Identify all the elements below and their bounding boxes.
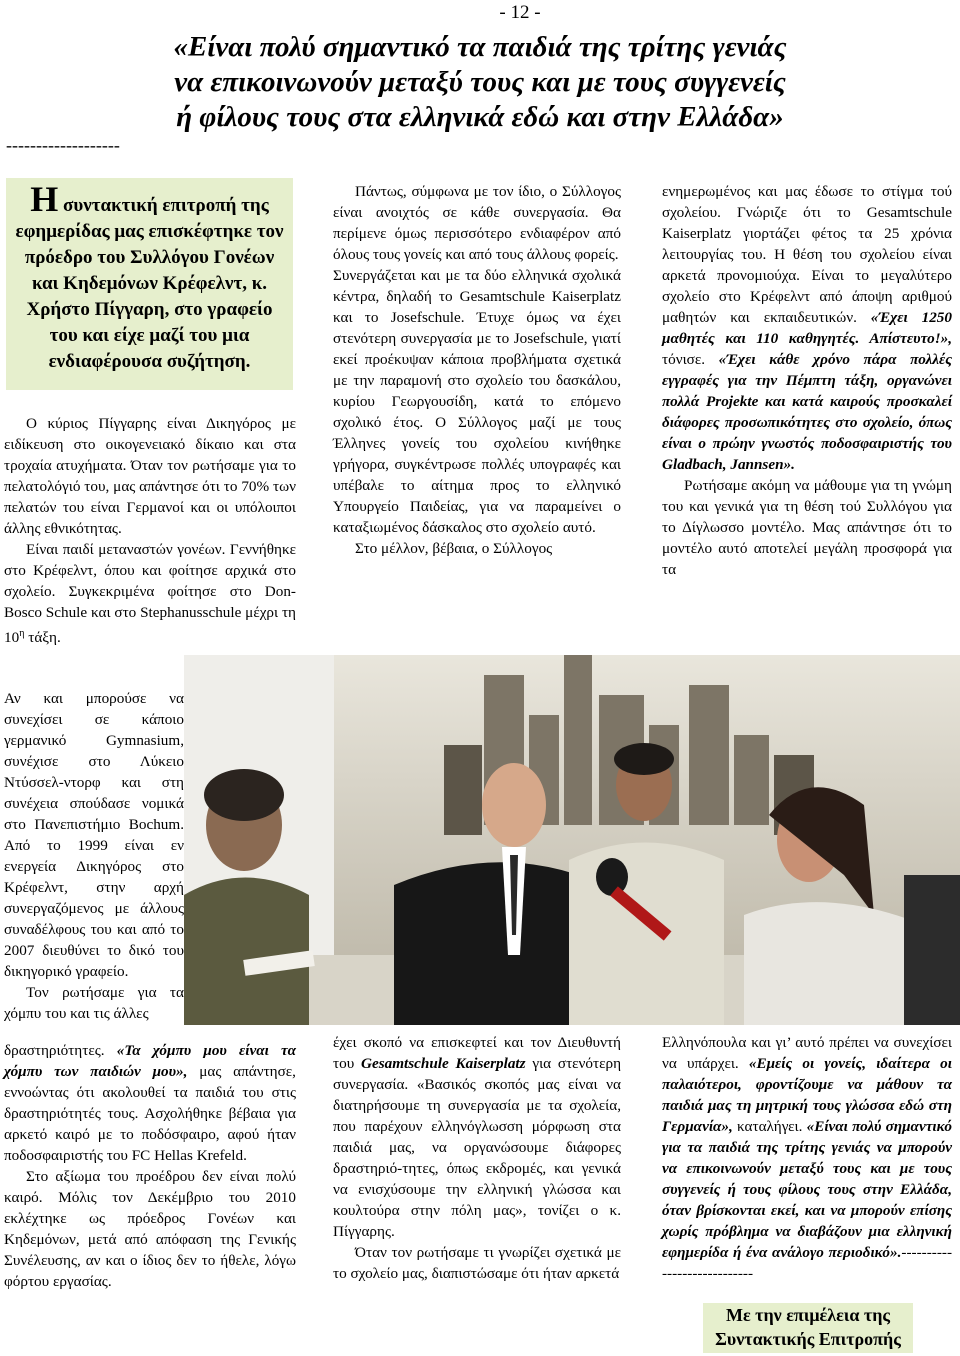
col1-paragraph-2b: Αν και μπορούσε να συνεχίσει σε κάποιο γερμανικό Gymnasium, συνέχισε στο Λύκειο Ντύσσελ-ντορφ και στη συνέχεια σπούδασε νομικά στο Πανεπιστήμιο Bochum. Από το 1999 είναι εν ενεργεία Δικηγόρος στο Κρέφελντ, στην αρχή συνεργαζόμενος με άλλους συναδέλφους του και από το 2007 διευθύνει το δικό του δικηγορικό γραφείο. <box>4 690 184 980</box>
col2-paragraph-1: Πάντως, σύμφωνα με τον ίδιο, ο Σύλλογος είναι ανοιχτός σε κάθε συνεργασία. Θα περίμενε όμως περισσότερο ενδιαφέρον από όλους τους γονείς και από τους άλλους φορείς. <box>333 183 621 263</box>
col3-paragraph-2: Ρωτήσαμε ακόμη να μάθουμε για τη γνώμη του και γενικά για τη θέση τού Συλλόγου για το Δίγλωσσο μοντέλο. Μας απάντησε ότι το μοντέλο αυτό αποτελεί μεγάλη προσφορά για τα <box>662 477 952 578</box>
headline-line-1: «Είναι πολύ σημαντικό τα παιδιά της τρίτης γενιάς <box>173 31 787 63</box>
column-3-bottom <box>662 1032 952 1284</box>
col3-p1-c: τόνισε. <box>662 351 719 368</box>
credit-line-1: Με την επιμέλεια της <box>725 1305 891 1325</box>
col3-paragraph-1 <box>662 181 952 475</box>
photo-illustration <box>184 655 960 1025</box>
col3-p1-a: ενημερωμένος και μας έδωσε το στίγμα τού σχολείου. Γνώριζε ότι το Gesamtschule Kaiserplatz γιορτάζει φέτος τα 25 χρόνια λειτουργίας του. Η θέση του σχολείου είναι αρκετά προνομιούχα. Είναι το μεγαλύτερο σχολείο στο Κρέφελντ από άποψη αριθμού μαθητών και εκπαιδευτικών. <box>662 183 952 326</box>
interview-photo <box>184 655 960 1025</box>
column-2-top <box>333 181 621 559</box>
col1-paragraph-4: Στο αξίωμα του προέδρου δεν είναι πολύ καιρό. Μόλις τον Δεκέμβριο του 2010 εκλέχτηκε ως πρόεδρος Γονέων και Κηδεμόνων, μετά από απόφαση της Γενικής Συνέλευσης, αν και ο ίδιος δεν το ήθελε, λόγω φόρτου εργασίας. <box>4 1168 296 1290</box>
column-1-bottom <box>4 1040 296 1292</box>
column-1-wrap <box>4 688 184 1024</box>
credit-box <box>703 1303 913 1353</box>
column-2-bottom <box>333 1032 621 1284</box>
col2-p3b-c: για στενότερη συνεργασία. «Βασικός σκοπός μας είναι να διατηρήσουμε τη συνεργασία με τα σχολεία, που παρέχουν ελληνόγλωσση μόρφωση στα παιδιά μας, να οργανώσουμε διάφορες δραστηριό-τητες, όπως εκδρομές, και γενικά να ενισχύσουμε την ελληνική γλώσσα και κουλτούρα στην πόλη μας», τονίζει ο κ. Πίγγαρης. <box>333 1055 622 1240</box>
col3-p3-a: Ελληνόπουλα και γι’ αυτό πρέπει να συνεχίσει να υπάρχει. <box>662 1034 952 1072</box>
col2-paragraph-3b <box>333 1032 621 1242</box>
credit-line-2: Συντακτικής Επιτροπής <box>715 1329 901 1349</box>
column-3-top <box>662 181 952 580</box>
col2-paragraph-3: Στο μέλλον, βέβαια, ο Σύλλογος <box>355 540 553 557</box>
separator: ------------------- <box>6 135 120 155</box>
col3-tail: ---------------------------- <box>662 1244 952 1282</box>
col2-paragraph-4: Όταν τον ρωτήσαμε τι γνωρίζει σχετικά με το σχολείο μας, διαπιστώσαμε ότι ήταν αρκετά <box>333 1244 621 1282</box>
col2-school-name: Gesamtschule Kaiserplatz <box>361 1055 526 1072</box>
intro-text: συντακτική επιτροπή της εφημερίδας μας επισκέφτηκε τον πρόεδρο του Συλλόγου Γονέων και Κηδεμόνων Κρέφελντ, κ. Χρήστο Πίγγαρη, στο γραφείο του και είχε μαζί του μια ενδιαφέρουσα συζήτηση. <box>15 195 284 372</box>
headline-line-3: ή φίλους τους στα ελληνικά εδώ και στην Ελλάδα» <box>176 101 784 133</box>
col3-quote-1: «Έχει 1250 μαθητές και 110 καθηγητές. Απίστευτο!», <box>662 309 952 347</box>
page-number: - 12 - <box>499 2 541 23</box>
col3-quote-4: «Είναι πολύ σημαντικό για τα παιδιά της τρίτης γενιάς να μπορούν να επικοινωνούν μεταξύ τους και με τους συγγενείς ή τους φίλους τους στην Ελλάδα, όταν βρίσκονται εκεί, και να μπορούν επίσης χωρίς πρόβλημα να διαβάζουν μια ελληνική εφημερίδα ή ένα ανάλογο περιοδικό». <box>662 1118 953 1261</box>
col1-p3b-c: μας απάντησε, εννοώντας ότι ακολουθεί τα παιδιά του στις δραστηριότητές τους. Ασχολήθηκε βέβαια για αρκετό καιρό με το ποδόσφαιρο, αφού ήταν ποδοσφαιριστής του FC Hellas Krefeld. <box>4 1063 296 1164</box>
col1-p3b-a: δραστηριότητες. <box>4 1042 117 1059</box>
superscript: η <box>19 628 25 639</box>
col1-paragraph-3b <box>4 1040 296 1166</box>
col1-p2-end: τάξη. <box>24 629 61 647</box>
drop-cap: Η <box>30 179 59 219</box>
headline-line-2: να επικοινωνούν μεταξύ τους και με τους συγγενείς <box>174 66 786 98</box>
col3-paragraph-3 <box>662 1032 952 1284</box>
col3-p3-c: καταλήγει. <box>732 1118 807 1135</box>
col1-p2-text: Είναι παιδί μεταναστών γονέων. Γεννήθηκε στο Κρέφελντ, όπου και φοίτησε αρχικά στο σχολείο. Συγκεκριμένα φοίτησε στο Don-Bosco Schule και στο Stephanusschule μέχρι τη 10 <box>4 541 296 647</box>
col1-quote: «Τα χόμπυ μου είναι τα χόμπυ των παιδιών μου», <box>4 1042 296 1080</box>
col1-paragraph-3: Τον ρωτήσαμε για τα χόμπυ του και τις άλλες <box>4 984 184 1022</box>
col3-quote-3: «Εμείς οι γονείς, ιδαίτερα οι παλαιότεροι, φροντίζουμε να μάθουν τα παιδιά μας τη μητρική τους γλώσσα εδώ στη Γερμανία», <box>662 1055 952 1135</box>
intro-box <box>6 178 293 390</box>
col3-quote-2: «Έχει κάθε χρόνο πάρα πολλές εγγραφές για την Πέμπτη τάξη, οργανώνει πολλά Projekte και κατά καιρούς προσκαλεί διάφορες προσωπικότητες στο σχολείο, όπως είναι ο πρώην γνωστός ποδοσφαιριστής του Gladbach, Jannsen». <box>662 351 952 473</box>
col2-paragraph-2: Συνεργάζεται και με τα δύο ελληνικά σχολικά κέντρα, δηλαδή το Gesamtschule Kaiserplatz και το Josefschule. Έτυχε όμως να έχει στενότερη συνεργασία με το Josefschule, γιατί εκεί προέκυψαν κάποια προβλήματα σχετικά με την παραμονή στο σχολείο του δασκάλου, κυρίου Γεωργουσίδη, κατά το επόμενο σχολικό έτος. Ο Σύλλογος μαζί με τους Έλληνες γονείς του σχολείου κινήθηκε γρήγορα, συγκέντρωσε πολλές υπογραφές και υπέβαλε το αίτημα προς το ελληνικό Υπουργείο Παιδείας, για να παραμείνει ο καταξιωμένος δάσκαλος στο σχολείο αυτό. <box>333 267 621 536</box>
col2-p3b-a: έχει σκοπό να επισκεφτεί και τον Διευθυντή του <box>333 1034 621 1072</box>
column-1-top <box>4 413 296 648</box>
col1-paragraph-1: Ο κύριος Πίγγαρης είναι Δικηγόρος με ειδίκευση στο οικογενειακό δίκαιο και στα τροχαία ατυχήματα. Όταν τον ρωτήσαμε για το πελατολόγιό του, μας απάντησε ότι το 70% των πελατών του είναι Γερμανοί και οι υπόλοιποι άλλης εθνικότητας. <box>4 415 296 537</box>
col1-paragraph-2 <box>4 539 296 648</box>
article-headline <box>0 30 960 135</box>
